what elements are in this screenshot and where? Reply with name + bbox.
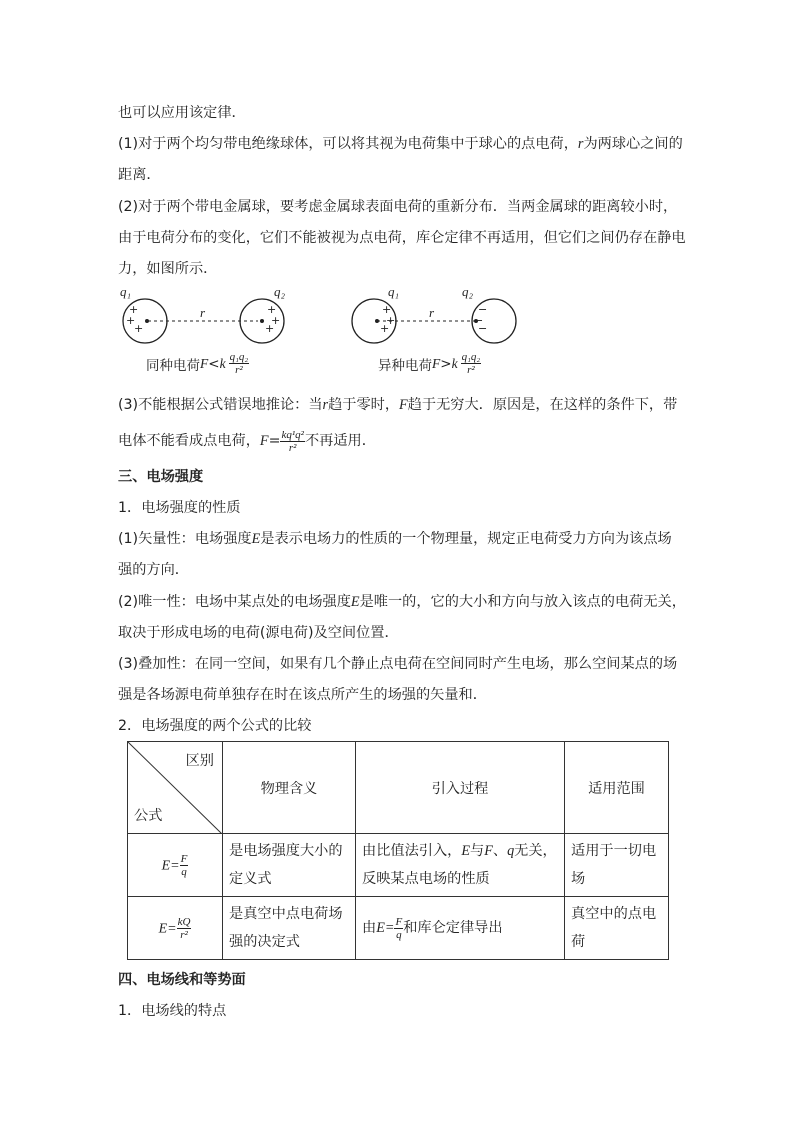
table-row: [128, 834, 669, 897]
text-line: (2)对于两个带电金属球，要考虑金属球表面电荷的重新分布．当两金属球的距离较小时，: [118, 199, 678, 215]
fraction-denominator: r²: [467, 364, 475, 376]
caption-text: 异种电荷: [378, 357, 432, 374]
text-span: 为两球心之间的: [583, 136, 683, 152]
label-r-right: r: [429, 305, 435, 320]
variable-e: E: [251, 531, 261, 547]
subheading: 1．电场线的特点: [118, 1003, 227, 1019]
formula-comparison-table: [127, 741, 669, 960]
caption-var: F: [200, 355, 209, 371]
label-q1-left: q₁: [120, 284, 132, 299]
svg-text:+: +: [267, 303, 277, 316]
fraction-numerator: q₁q₂: [461, 351, 481, 363]
header-cell: 适用范围: [565, 742, 669, 834]
fraction-numerator: kq¹q²: [281, 428, 304, 441]
header-cell: 物理含义: [223, 742, 356, 834]
svg-text:+: +: [129, 303, 139, 316]
formula-lhs: E=: [161, 858, 180, 873]
variable-e: E: [461, 843, 470, 859]
cell-line: 强的决定式: [229, 934, 300, 950]
caption-fraction: [461, 351, 482, 376]
corner-cell: [128, 742, 223, 834]
text-span: 由: [362, 920, 377, 936]
text-line: 由于电荷分布的变化，它们不能被视为点电荷，库仑定律不再适用，但它们之间仍存在静电: [118, 230, 686, 246]
text-line: 取决于形成电场的电荷(源电荷)及空间位置．: [118, 625, 399, 641]
text-span: 电体不能看成点电荷，: [118, 433, 260, 449]
variable-f: F: [259, 433, 269, 449]
caption-var: k: [219, 355, 226, 371]
text-span: 、: [492, 843, 508, 859]
cell-line: [356, 837, 564, 865]
fraction-denominator: r²: [180, 928, 188, 941]
text-span: 是表示电场力的性质的一个物理量，规定正电荷受力方向为该点场: [260, 531, 672, 547]
text-line: 距离．: [118, 167, 161, 183]
text-span: (1)矢量性：电场强度: [118, 531, 252, 547]
process-cell: [356, 897, 565, 960]
fraction-denominator: q: [181, 865, 187, 878]
label-q2-left: q₂: [274, 284, 286, 299]
label-q2-right: q₂: [462, 284, 474, 299]
coulomb-fraction: [280, 429, 304, 454]
svg-text:+: +: [380, 322, 390, 335]
variable-q: q: [507, 843, 515, 859]
text-line: [118, 593, 686, 611]
fraction-numerator: q₁q₂: [229, 351, 249, 363]
text-span: (1)对于两个均匀带电绝缘球体，可以将其视为电荷集中于球心的点电荷，: [118, 136, 578, 152]
center-dot: [375, 319, 379, 323]
text-span: 是唯一的，它的大小和方向与放入该点的电荷无关，: [359, 594, 686, 610]
caption-op: >: [440, 355, 452, 372]
text-line: (3)叠加性：在同一空间，如果有几个静止点电荷在空间同时产生电场，那么空间某点的场: [118, 656, 678, 672]
cell-line: 是电场强度大小的: [229, 843, 343, 859]
equals-sign: =: [268, 433, 281, 449]
table-header-row: [128, 742, 669, 834]
variable-r: r: [577, 136, 584, 152]
text-line: [118, 530, 672, 548]
variable-e: E=: [376, 920, 395, 936]
svg-text:+: +: [134, 322, 144, 335]
cell-line: 反映某点电场的性质: [362, 871, 490, 887]
text-span: 和库仑定律导出: [403, 920, 503, 936]
svg-text:−: −: [478, 303, 488, 316]
svg-text:+: +: [386, 314, 396, 327]
cell-line: 真空中的点电: [571, 906, 657, 922]
text-line: [118, 426, 376, 456]
variable-f: F: [484, 843, 493, 859]
text-span: (3)不能根据公式错误地推论：当: [118, 397, 323, 413]
svg-text:+: +: [265, 322, 275, 335]
fraction-denominator: r²: [235, 364, 243, 376]
subheading: 1．电场强度的性质: [118, 500, 241, 516]
formula-cell: [128, 897, 223, 960]
scope-cell: [565, 834, 669, 897]
center-dot: [260, 319, 264, 323]
variable-e: E: [350, 594, 360, 610]
coulomb-figure: [112, 282, 532, 386]
svg-text:+: +: [126, 314, 136, 327]
text-span: 无关，: [514, 843, 557, 859]
caption-op: <: [208, 355, 220, 372]
fraction-denominator: r²: [288, 441, 297, 454]
fraction-numerator: F: [395, 915, 403, 928]
variable-f: F: [399, 397, 408, 413]
cell-line: 适用于一切电: [571, 843, 657, 859]
cell-line: 是真空中点电荷场: [229, 906, 343, 922]
formula-cell: [128, 834, 223, 897]
cell-line: 场: [571, 871, 586, 887]
text-line: 也可以应用该定律．: [118, 105, 246, 121]
text-span: (2)唯一性：电场中某点处的电场强度: [118, 594, 351, 610]
svg-text:+: +: [271, 314, 281, 327]
formula-fraction: [180, 853, 189, 878]
caption-var: F: [432, 355, 441, 371]
text-line: 强是各场源电荷单独存在时在该点所产生的场强的矢量和．: [118, 687, 487, 703]
subheading: 2．电场强度的两个公式的比较: [118, 718, 312, 734]
formula-lhs: E=: [158, 921, 177, 936]
scope-cell: [565, 897, 669, 960]
text-line: [118, 135, 683, 153]
text-span: 趋于零时，: [328, 397, 400, 413]
center-dot: [145, 319, 149, 323]
table-row: [128, 897, 669, 960]
cell-line: [356, 914, 564, 942]
svg-text:+: +: [382, 303, 392, 316]
text-span: 趋于无穷大．原因是，在这样的条件下，带: [407, 397, 678, 413]
fraction-numerator: kQ: [177, 915, 191, 928]
fraction-denominator: q: [396, 928, 402, 941]
corner-top-label: 区别: [185, 753, 214, 769]
label-q1-right: q₁: [388, 284, 400, 299]
meaning-cell: [223, 897, 356, 960]
caption-opposite-charge: [378, 351, 481, 376]
meaning-cell: [223, 834, 356, 897]
fraction-numerator: F: [180, 852, 188, 865]
svg-text:−: −: [474, 314, 484, 327]
inline-fraction: [394, 916, 403, 941]
text-span: 由比值法引入，: [362, 843, 462, 859]
text-line: 强的方向．: [118, 562, 189, 578]
caption-fraction: [229, 351, 250, 376]
section-heading: 三、电场强度: [118, 469, 204, 485]
corner-bottom-label: 公式: [134, 808, 163, 824]
cell-line: 荷: [571, 934, 586, 950]
text-span: 与: [470, 843, 485, 859]
process-cell: [356, 834, 565, 897]
section-heading: 四、电场线和等势面: [118, 972, 246, 988]
formula-fraction: [177, 916, 192, 941]
label-r-left: r: [200, 305, 206, 320]
text-line: [118, 396, 677, 414]
svg-text:−: −: [478, 322, 488, 335]
header-cell: 引入过程: [356, 742, 565, 834]
caption-same-charge: [146, 351, 249, 376]
text-line: 力，如图所示．: [118, 261, 218, 277]
cell-line: 定义式: [229, 871, 272, 887]
variable-r: r: [322, 397, 329, 413]
caption-var: k: [451, 355, 458, 371]
caption-text: 同种电荷: [146, 357, 200, 374]
text-span: 不再适用．: [304, 433, 376, 449]
